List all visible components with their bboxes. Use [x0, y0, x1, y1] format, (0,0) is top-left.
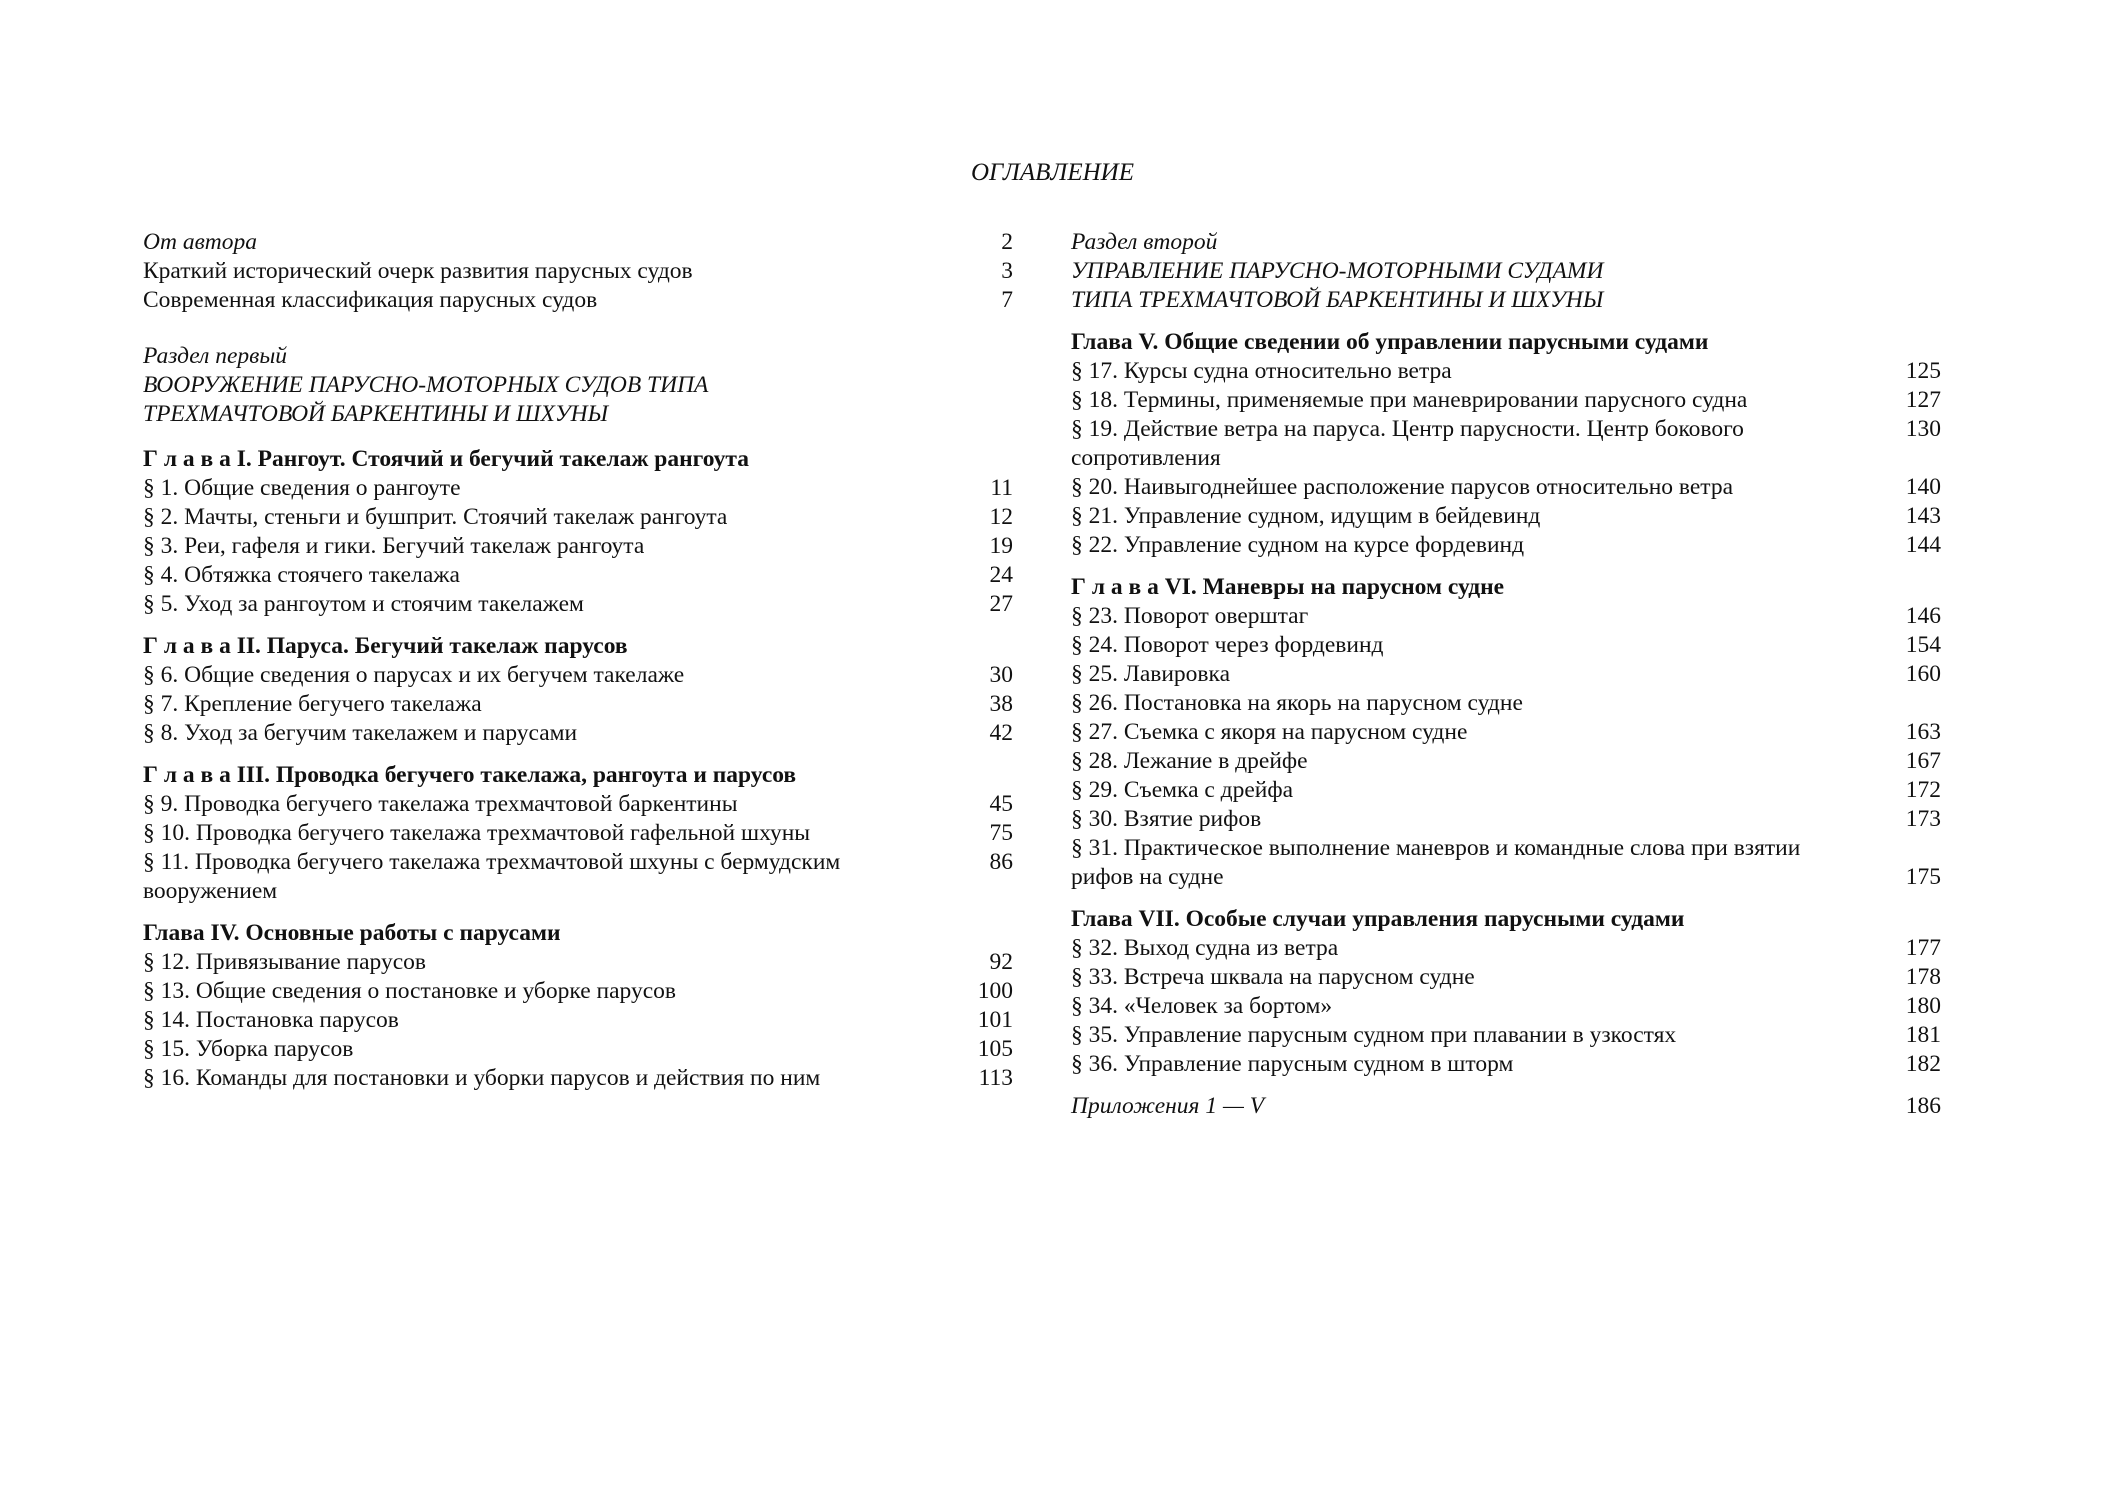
entry-page: 175: [1905, 864, 1941, 890]
entry-text: § 33. Встреча шквала на парусном судне: [1071, 964, 1475, 990]
toc-entry[interactable]: [143, 561, 1013, 590]
entry-page: 127: [1905, 387, 1941, 413]
entry-page: 30: [989, 662, 1013, 688]
toc-entry[interactable]: [1071, 415, 1941, 473]
entry-page: 181: [1905, 1022, 1941, 1048]
entry-text: § 5. Уход за рангоутом и стоячим такелажем: [143, 591, 584, 617]
toc-entry[interactable]: [1071, 747, 1941, 776]
toc-entry[interactable]: [1071, 502, 1941, 531]
entry-text: § 34. «Человек за бортом»: [1071, 993, 1333, 1019]
toc-entry[interactable]: [1071, 1021, 1941, 1050]
entry-page: 27: [989, 591, 1013, 617]
entry-page: 130: [1905, 416, 1941, 442]
entry-text: § 29. Съемка с дрейфа: [1071, 777, 1294, 803]
entry-page: 92: [989, 949, 1013, 975]
entry-text: § 4. Обтяжка стоячего такелажа: [143, 562, 460, 588]
toc-entry[interactable]: [143, 532, 1013, 561]
section-title: ТРЕХМАЧТОВОЙ БАРКЕНТИНЫ И ШХУНЫ: [143, 401, 609, 427]
entry-text: § 31. Практическое выполнение маневров и командные слова при взятии рифов на судне: [1071, 835, 1801, 890]
toc-left-column: [143, 228, 1013, 1093]
entry-text: От автора: [143, 229, 257, 255]
entry-page: 7: [1001, 287, 1013, 313]
section-label: Раздел первый: [143, 343, 288, 369]
toc-entry[interactable]: [143, 848, 1013, 906]
entry-page: 3: [1001, 258, 1013, 284]
entry-text: § 26. Постановка на якорь на парусном судне: [1071, 690, 1523, 716]
entry-page: 19: [989, 533, 1013, 559]
entry-page: 182: [1905, 1051, 1941, 1077]
toc-entry[interactable]: [143, 1035, 1013, 1064]
entry-text: § 17. Курсы судна относительно ветра: [1071, 358, 1452, 384]
entry-text: § 32. Выход судна из ветра: [1071, 935, 1339, 961]
chapter-heading[interactable]: Г л а в а II. Паруса. Бегучий такелаж парусов: [143, 633, 628, 659]
entry-text: § 11. Проводка бегучего такелажа трехмачтовой шхуны с бермудским вооружением: [143, 849, 841, 904]
toc-entry[interactable]: [143, 228, 1013, 257]
entry-page: 154: [1905, 632, 1941, 658]
entry-page: 101: [977, 1007, 1013, 1033]
toc-entry[interactable]: [1071, 834, 1941, 892]
toc-entry[interactable]: [1071, 805, 1941, 834]
entry-page: 2: [1001, 229, 1013, 255]
chapter-heading[interactable]: Глава V. Общие сведении об управлении парусными судами: [1071, 329, 1709, 355]
entry-text: § 21. Управление судном, идущим в бейдевинд: [1071, 503, 1541, 529]
toc-entry[interactable]: [1071, 963, 1941, 992]
entry-page: 146: [1905, 603, 1941, 629]
toc-entry[interactable]: [1071, 992, 1941, 1021]
toc-entry[interactable]: [143, 286, 1013, 315]
toc-entry[interactable]: [1071, 631, 1941, 660]
entry-text: § 35. Управление парусным судном при плавании в узкостях: [1071, 1022, 1677, 1048]
toc-entry[interactable]: [143, 690, 1013, 719]
toc-entry[interactable]: [143, 1006, 1013, 1035]
entry-text: § 2. Мачты, стеньги и бушприт. Стоячий такелаж рангоута: [143, 504, 728, 530]
entry-page: 38: [989, 691, 1013, 717]
entry-page: 144: [1905, 532, 1941, 558]
entry-page: 11: [990, 475, 1013, 501]
entry-text: § 25. Лавировка: [1071, 661, 1231, 687]
entry-page: 143: [1905, 503, 1941, 529]
entry-page: 12: [989, 504, 1013, 530]
entry-text: § 3. Реи, гафеля и гики. Бегучий такелаж рангоута: [143, 533, 645, 559]
entry-page: 105: [977, 1036, 1013, 1062]
section-title: ВООРУЖЕНИЕ ПАРУСНО-МОТОРНЫХ СУДОВ ТИПА: [143, 372, 709, 398]
entry-text: § 14. Постановка парусов: [143, 1007, 399, 1033]
entry-text: § 13. Общие сведения о постановке и уборке парусов: [143, 978, 676, 1004]
entry-page: 163: [1905, 719, 1941, 745]
entry-text: § 22. Управление судном на курсе фордевинд: [1071, 532, 1525, 558]
entry-text: § 6. Общие сведения о парусах и их бегучем такелаже: [143, 662, 685, 688]
entry-text: § 7. Крепление бегучего такелажа: [143, 691, 482, 717]
toc-entry[interactable]: [1071, 386, 1941, 415]
entry-page: 140: [1905, 474, 1941, 500]
entry-text: § 24. Поворот через фордевинд: [1071, 632, 1384, 658]
entry-text: Краткий исторический очерк развития парусных судов: [143, 258, 693, 284]
entry-text: § 36. Управление парусным судном в шторм: [1071, 1051, 1514, 1077]
toc-entry[interactable]: [1071, 1050, 1941, 1079]
entry-page: 24: [989, 562, 1013, 588]
chapter-heading[interactable]: Г л а в а III. Проводка бегучего такелажа, рангоута и парусов: [143, 762, 797, 788]
entry-page: 75: [989, 820, 1013, 846]
toc-entry[interactable]: [143, 590, 1013, 619]
entry-page: 178: [1905, 964, 1941, 990]
toc-entry[interactable]: [1071, 660, 1941, 689]
toc-entry[interactable]: [1071, 531, 1941, 560]
entry-text: Современная классификация парусных судов: [143, 287, 598, 313]
entry-text: § 10. Проводка бегучего такелажа трехмачтовой гафельной шхуны: [143, 820, 811, 846]
chapter-heading[interactable]: Глава IV. Основные работы с парусами: [143, 920, 561, 946]
entry-page: 180: [1905, 993, 1941, 1019]
chapter-heading[interactable]: Г л а в а VI. Маневры на парусном судне: [1071, 574, 1505, 600]
entry-text: § 30. Взятие рифов: [1071, 806, 1262, 832]
toc-entry[interactable]: [143, 977, 1013, 1006]
entry-page: 167: [1905, 748, 1941, 774]
entry-page: 160: [1905, 661, 1941, 687]
toc-entry[interactable]: [143, 719, 1013, 748]
chapter-heading[interactable]: Г л а в а I. Рангоут. Стоячий и бегучий такелаж рангоута: [143, 446, 749, 472]
entry-page: 173: [1905, 806, 1941, 832]
toc-entry[interactable]: [143, 948, 1013, 977]
entry-page: 172: [1905, 777, 1941, 803]
toc-entry[interactable]: [143, 257, 1013, 286]
entry-page: 86: [989, 849, 1013, 875]
entry-text: § 9. Проводка бегучего такелажа трехмачтовой баркентины: [143, 791, 738, 817]
entry-text: § 28. Лежание в дрейфе: [1071, 748, 1308, 774]
toc-entry-appendix[interactable]: [1071, 1092, 1941, 1121]
entry-page: 42: [989, 720, 1013, 746]
entry-text: § 12. Привязывание парусов: [143, 949, 426, 975]
toc-entry[interactable]: [143, 474, 1013, 503]
toc-entry[interactable]: [1071, 718, 1941, 747]
entry-text: § 23. Поворот оверштаг: [1071, 603, 1309, 629]
entry-page: 113: [978, 1065, 1013, 1091]
toc-entry[interactable]: [1071, 473, 1941, 502]
entry-text: § 18. Термины, применяемые при маневрировании парусного судна: [1071, 387, 1748, 413]
toc-entry[interactable]: [143, 819, 1013, 848]
section-label: Раздел второй: [1071, 229, 1218, 255]
toc-entry[interactable]: [1071, 689, 1941, 718]
entry-text: § 1. Общие сведения о рангоуте: [143, 475, 461, 501]
entry-text: § 15. Уборка парусов: [143, 1036, 354, 1062]
section-title: ТИПА ТРЕХМАЧТОВОЙ БАРКЕНТИНЫ И ШХУНЫ: [1071, 287, 1604, 313]
toc-right-column: [1071, 228, 1941, 1121]
section-title: УПРАВЛЕНИЕ ПАРУСНО-МОТОРНЫМИ СУДАМИ: [1071, 258, 1604, 284]
page-title: ОГЛАВЛЕНИЕ: [970, 159, 1134, 186]
toc-entry[interactable]: [143, 790, 1013, 819]
toc-entry[interactable]: [1071, 776, 1941, 805]
toc-entry[interactable]: [143, 503, 1013, 532]
entry-text: § 19. Действие ветра на паруса. Центр парусности. Центр бокового сопротивления: [1071, 416, 1744, 471]
entry-page: 177: [1905, 935, 1941, 961]
chapter-heading[interactable]: Глава VII. Особые случаи управления парусными судами: [1071, 906, 1685, 932]
entry-text: § 8. Уход за бегучим такелажем и парусами: [143, 720, 578, 746]
toc-entry[interactable]: [143, 1064, 1013, 1093]
toc-entry[interactable]: [1071, 357, 1941, 386]
entry-page: 186: [1905, 1093, 1941, 1119]
entry-text: § 16. Команды для постановки и уборки парусов и действия по ним: [143, 1065, 821, 1091]
toc-entry[interactable]: [143, 661, 1013, 690]
entry-page: 100: [977, 978, 1013, 1004]
entry-text: § 27. Съемка с якоря на парусном судне: [1071, 719, 1468, 745]
entry-text: Приложения 1 — V: [1071, 1093, 1265, 1119]
toc-entry[interactable]: [1071, 602, 1941, 631]
entry-page: 125: [1905, 358, 1941, 384]
toc-entry[interactable]: [1071, 934, 1941, 963]
entry-page: 45: [989, 791, 1013, 817]
entry-text: § 20. Наивыгоднейшее расположение парусов относительно ветра: [1071, 474, 1734, 500]
